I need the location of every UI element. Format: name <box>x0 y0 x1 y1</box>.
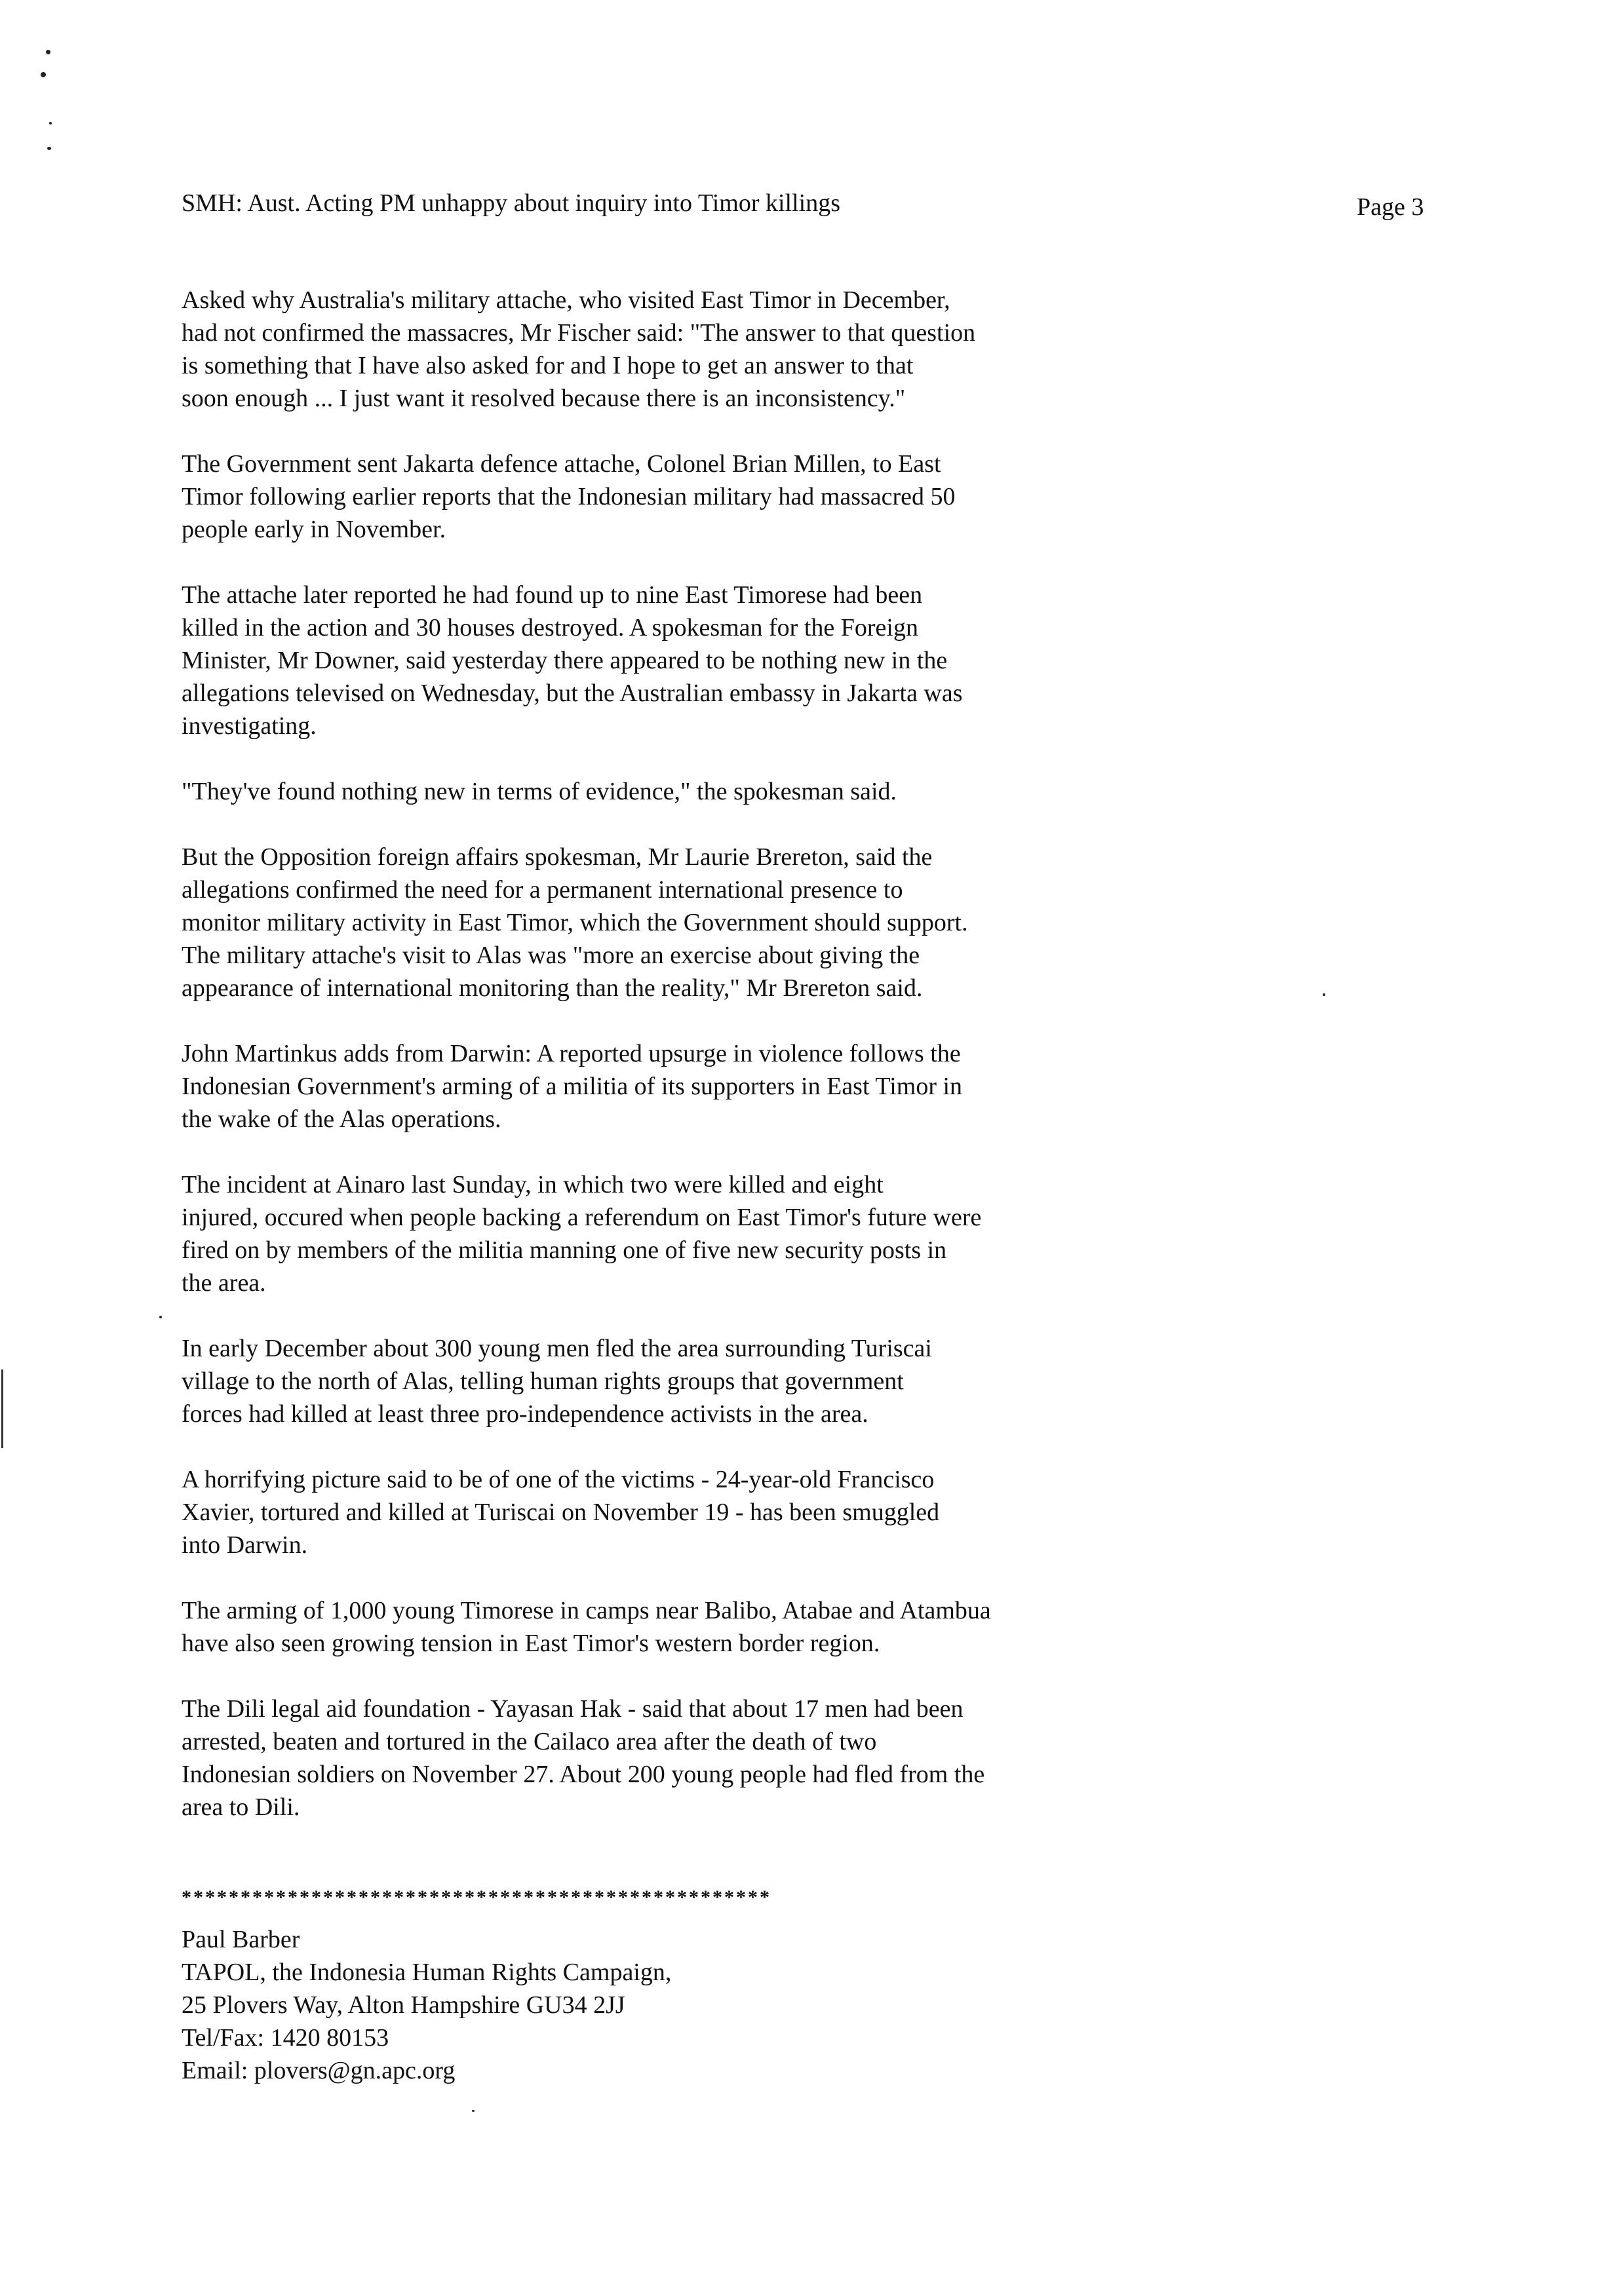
scan-edge-mark <box>1 1369 3 1448</box>
page-title: SMH: Aust. Acting PM unhappy about inquiry into Timor killings <box>182 189 841 217</box>
text-line: investigating. <box>182 712 317 740</box>
text-line: But the Opposition foreign affairs spokesman, Mr Laurie Brereton, said the <box>182 843 933 871</box>
text-line: The arming of 1,000 young Timorese in camps near Balibo, Atabae and Atambua <box>182 1597 991 1624</box>
text-line: is something that I have also asked for and I hope to get an answer to that <box>182 352 914 379</box>
scan-speck <box>49 122 52 124</box>
paragraph <box>182 775 1099 808</box>
text-line: appearance of international monitoring than the reality," Mr Brereton said. <box>182 974 923 1002</box>
text-line: soon enough ... I just want it resolved because there is an inconsistency." <box>182 385 906 412</box>
signature-block <box>182 1923 671 2087</box>
text-line: Minister, Mr Downer, said yesterday there appeared to be nothing new in the <box>182 647 948 674</box>
text-line: Asked why Australia's military attache, who visited East Timor in December, <box>182 286 950 314</box>
text-line: into Darwin. <box>182 1531 308 1559</box>
text-line: The incident at Ainaro last Sunday, in which two were killed and eight <box>182 1171 884 1198</box>
paragraph <box>182 1463 1099 1561</box>
signature-name: Paul Barber <box>182 1926 300 1953</box>
text-line: "They've found nothing new in terms of evidence," the spokesman said. <box>182 778 897 805</box>
signature-address: 25 Plovers Way, Alton Hampshire GU34 2JJ <box>182 1991 625 2019</box>
scan-speck <box>472 2110 475 2112</box>
paragraph <box>182 1168 1099 1299</box>
text-line: people early in November. <box>182 516 446 543</box>
paragraph <box>182 448 1099 546</box>
text-line: The Dili legal aid foundation - Yayasan Hak - said that about 17 men had been <box>182 1695 963 1723</box>
paragraph <box>182 1693 1099 1824</box>
paragraph <box>182 579 1099 742</box>
scan-speck <box>159 1316 162 1318</box>
text-line: John Martinkus adds from Darwin: A reported upsurge in violence follows the <box>182 1040 961 1067</box>
text-line: Indonesian Government's arming of a militia of its supporters in East Timor in <box>182 1073 963 1100</box>
text-line: monitor military activity in East Timor, which the Government should support. <box>182 909 968 936</box>
scan-speck <box>47 147 51 150</box>
paragraph <box>182 841 1099 1004</box>
scan-speck <box>1323 993 1325 996</box>
text-line: Xavier, tortured and killed at Turiscai on November 19 - has been smuggled <box>182 1499 940 1526</box>
text-line: had not confirmed the massacres, Mr Fischer said: "The answer to that question <box>182 319 976 347</box>
text-line: The military attache's visit to Alas was "more an exercise about giving the <box>182 942 920 969</box>
text-line: Indonesian soldiers on November 27. About 200 young people had fled from the <box>182 1761 985 1788</box>
page-number: Page 3 <box>1357 193 1424 221</box>
text-line: In early December about 300 young men fled the area surrounding Turiscai <box>182 1335 932 1362</box>
text-line: A horrifying picture said to be of one of the victims - 24-year-old Francisco <box>182 1466 935 1493</box>
paragraph <box>182 1594 1099 1660</box>
scan-speck <box>41 72 46 77</box>
text-line: The attache later reported he had found up to nine East Timorese had been <box>182 581 923 609</box>
text-line: forces had killed at least three pro-independence activists in the area. <box>182 1400 868 1428</box>
text-line: have also seen growing tension in East Timor's western border region. <box>182 1630 880 1657</box>
scan-speck <box>46 50 50 54</box>
text-line: the area. <box>182 1269 266 1297</box>
paragraph <box>182 284 1099 415</box>
asterisk-separator: ************************************************** <box>182 1886 771 1908</box>
text-line: injured, occured when people backing a referendum on East Timor's future were <box>182 1204 982 1231</box>
paragraph <box>182 1332 1099 1430</box>
signature-email: Email: plovers@gn.apc.org <box>182 2057 456 2084</box>
paragraph <box>182 1037 1099 1136</box>
text-line: the wake of the Alas operations. <box>182 1105 501 1133</box>
text-line: Timor following earlier reports that the Indonesian military had massacred 50 <box>182 483 956 510</box>
text-line: killed in the action and 30 houses destroyed. A spokesman for the Foreign <box>182 614 918 641</box>
signature-organization: TAPOL, the Indonesia Human Rights Campaign, <box>182 1959 672 1986</box>
signature-telfax: Tel/Fax: 1420 80153 <box>182 2024 389 2052</box>
text-line: area to Dili. <box>182 1793 300 1821</box>
text-line: arrested, beaten and tortured in the Cailaco area after the death of two <box>182 1728 877 1755</box>
text-line: allegations televised on Wednesday, but the Australian embassy in Jakarta was <box>182 679 963 707</box>
text-line: The Government sent Jakarta defence attache, Colonel Brian Millen, to East <box>182 450 941 478</box>
article-body <box>182 284 1099 1856</box>
text-line: allegations confirmed the need for a permanent international presence to <box>182 876 903 904</box>
text-line: village to the north of Alas, telling human rights groups that government <box>182 1368 904 1395</box>
text-line: fired on by members of the militia manning one of five new security posts in <box>182 1236 947 1264</box>
